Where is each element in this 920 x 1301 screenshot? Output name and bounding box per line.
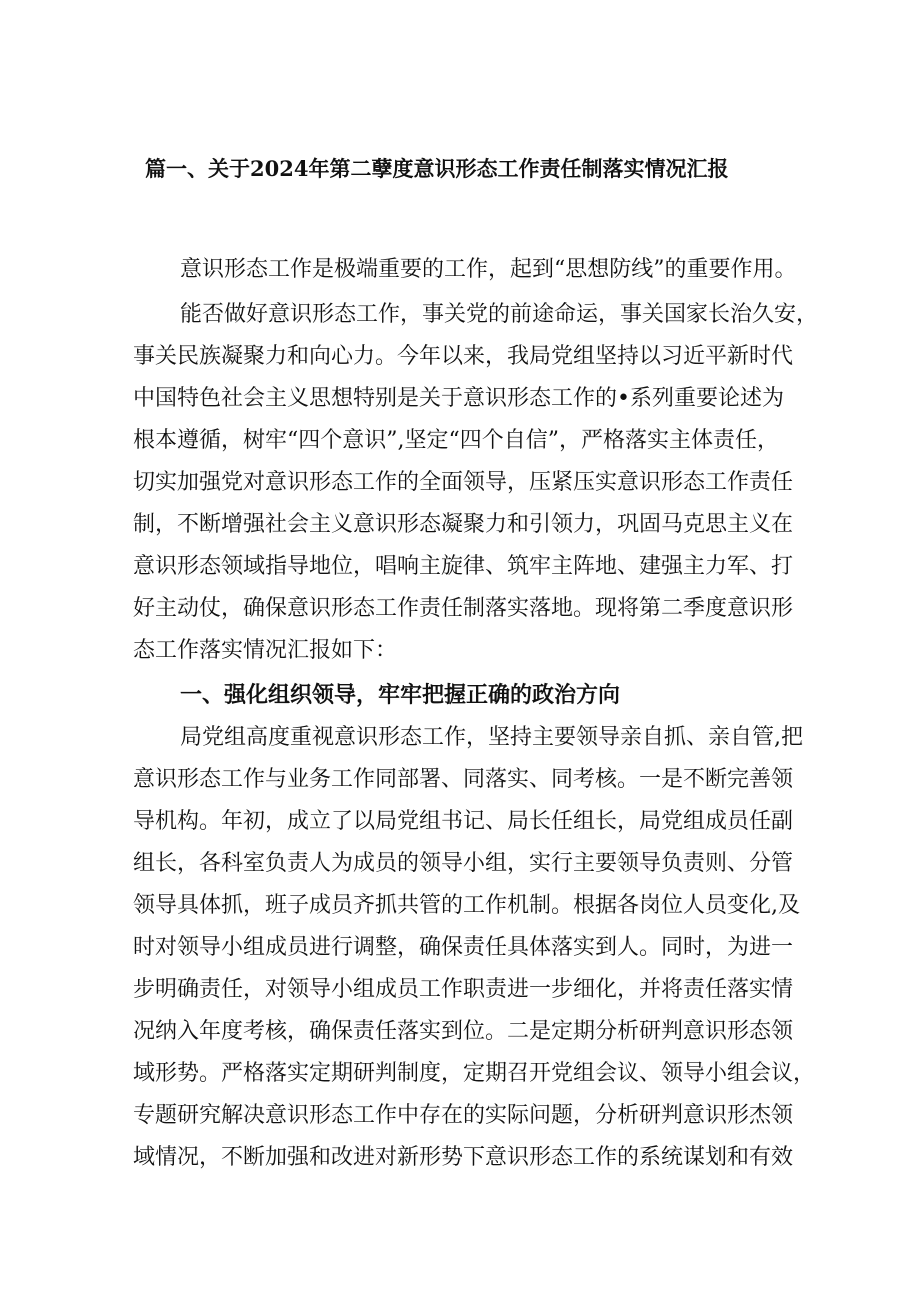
paragraph-line: 好主动仗，确保意识形态工作责任制落实落地。现将第二季度意识形 <box>133 596 794 621</box>
paragraph-line: 意识形态工作与业务工作同部署、同落实、同考核。一是不断完善领 <box>133 767 794 792</box>
paragraph-line: 组长，各科室负责人为成员的领导小组，实行主要领导负责则、分管 <box>133 851 794 876</box>
paragraph-line: 局党组高度重视意识形态工作，坚持主要领导亲自抓、亲自管,把 <box>180 725 803 750</box>
paragraph-line: 专题研究解决意识形态工作中存在的实际问题，分析研判意识形杰领 <box>133 1103 794 1128</box>
paragraph-line: 域情况，不断加强和改进对新形势下意识形态工作的系统谋划和有效 <box>133 1145 794 1170</box>
paragraph-line: 况纳入年度考核，确保责任落实到位。二是定期分析研判意识形态领 <box>133 1019 794 1044</box>
paragraph-line: 能否做好意识形态工作，事关党的前途命运，事关国家长治久安， <box>180 302 819 327</box>
paragraph-line: 意识形态领域指导地位，唱响主旋律、筑牢主阵地、建强主力军、打 <box>133 554 794 579</box>
paragraph-line: 制，不断增强社会主义意识形态凝聚力和引领力，巩固马克思主义在 <box>133 512 794 537</box>
paragraph-line: 态工作落实情况汇报如下： <box>133 638 398 663</box>
paragraph-line: 事关民族凝聚力和向心力。今年以来，我局党组坚持以习近平新时代 <box>133 344 794 369</box>
paragraph-line: 中国特色社会主义思想特别是关于意识形态工作的•系列重要论述为 <box>133 386 784 411</box>
paragraph-line: 时对领导小组成员进行调整，确保责任具体落实到人。同时，为进一 <box>133 935 794 960</box>
paragraph-line: 切实加强党对意识形态工作的全面领导，压紧压实意识形态工作责任 <box>133 470 794 495</box>
paragraph-line: 意识形态工作是极端重要的工作，起到“思想防线”的重要作用。 <box>180 257 797 282</box>
section-heading: 一、强化组织领导，牢牢把握正确的政治方向 <box>180 682 621 708</box>
paragraph-line: 域形势。严格落实定期研判制度，定期召开党组会议、领导小组会议， <box>133 1061 816 1086</box>
paragraph-line: 领导具体抓，班子成员齐抓共管的工作机制。根据各岗位人员变化,及 <box>133 893 800 918</box>
paragraph-line: 步明确责任，对领导小组成员工作职责进一步细化，并将责任落实情 <box>133 977 794 1002</box>
paragraph-line: 根本遵循，树牢“四个意识”,坚定“四个自信”，严格落实主体责任， <box>133 428 779 453</box>
document-title: 篇一、关于2024年第二孽度意识形态工作责任制落实情况汇报 <box>145 156 729 181</box>
paragraph-line: 导机构。年初，成立了以局党组书记、局长任组长，局党组成员任副 <box>133 809 794 834</box>
